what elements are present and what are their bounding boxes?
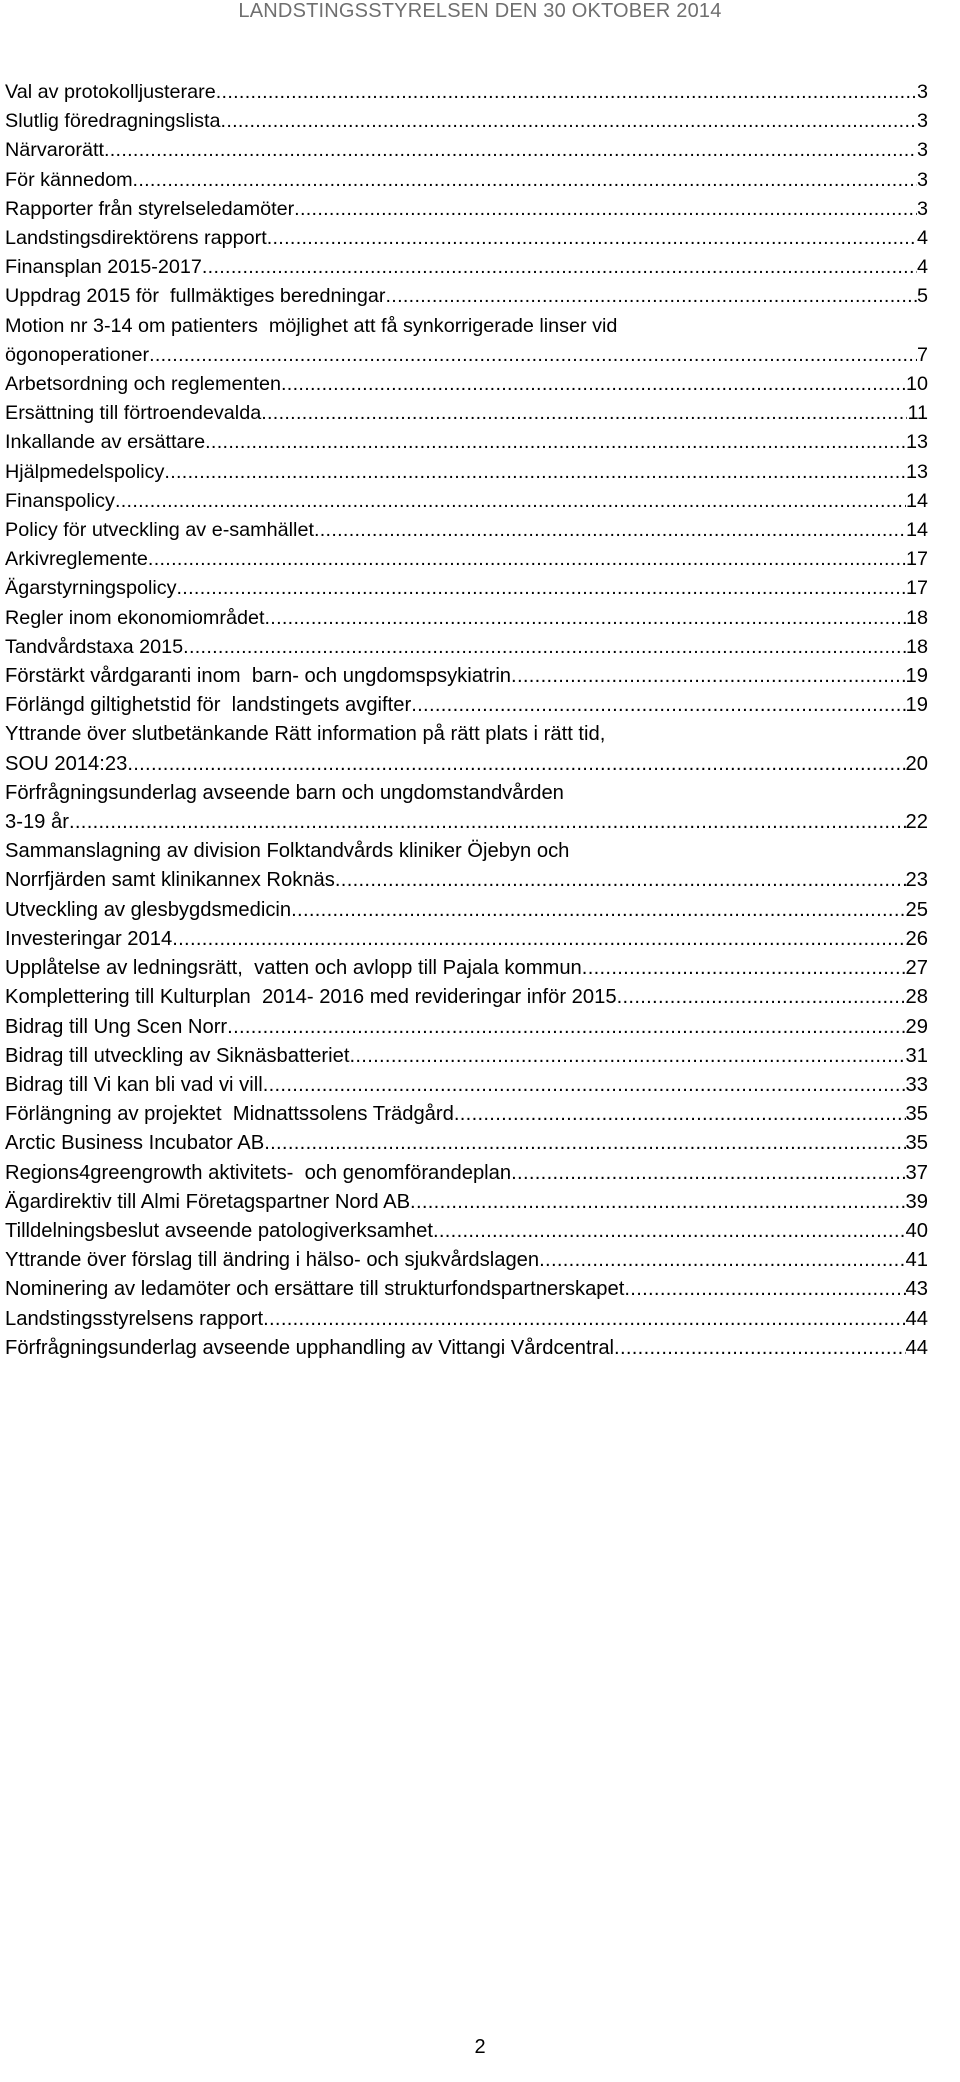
- toc-entry-title-first-line: Förfrågningsunderlag avseende barn och ungdomstandvården: [5, 781, 564, 804]
- toc-dot-leader: [148, 545, 906, 574]
- toc-entry-page: 41: [905, 1249, 928, 1272]
- toc-entry-title: Arbetsordning och reglementen: [5, 373, 282, 396]
- toc-entry[interactable]: [5, 1071, 928, 1100]
- toc-entry-title: ögonoperationer: [5, 343, 150, 366]
- toc-entry-page: 33: [905, 1073, 928, 1096]
- toc-dot-leader: [164, 458, 906, 487]
- toc-dot-leader: [127, 750, 905, 779]
- toc-entry[interactable]: [5, 925, 928, 954]
- toc-entry-page: 35: [905, 1132, 928, 1155]
- toc-entry[interactable]: [5, 574, 928, 603]
- toc-dot-leader: [291, 896, 905, 925]
- toc-entry-title: Landstingsstyrelsens rapport: [5, 1307, 264, 1330]
- toc-entry-page: 28: [905, 986, 928, 1009]
- toc-entry[interactable]: [5, 1129, 928, 1158]
- toc-dot-leader: [614, 1334, 905, 1363]
- toc-entry-title: Förfrågningsunderlag avseende upphandling av Vittangi Vårdcentral: [5, 1336, 615, 1359]
- toc-entry-page: 27: [905, 957, 928, 980]
- toc-entry-page: 7: [916, 343, 928, 366]
- toc-entry[interactable]: [5, 107, 928, 136]
- toc-entry-page: 44: [905, 1336, 928, 1359]
- toc-dot-leader: [294, 195, 917, 224]
- page-header: LANDSTINGSSTYRELSEN DEN 30 OKTOBER 2014: [238, 0, 722, 22]
- toc-dot-leader: [454, 1100, 906, 1129]
- toc-entry-page: 3: [916, 110, 928, 133]
- toc-dot-leader: [205, 428, 906, 457]
- toc-entry-page: 3: [916, 139, 928, 162]
- toc-entry-page: 40: [905, 1219, 928, 1242]
- toc-entry-title: Nominering av ledamöter och ersättare till strukturfondspartnerskapet: [5, 1278, 625, 1301]
- toc-dot-leader: [624, 1275, 905, 1304]
- toc-entry-title: Ersättning till förtroendevalda: [5, 402, 262, 425]
- toc-entry[interactable]: [5, 370, 928, 399]
- toc-entry-title: 3-19 år: [5, 811, 69, 834]
- toc-entry-title: Finansplan 2015-2017: [5, 256, 202, 279]
- toc-entry-page: 14: [905, 519, 928, 542]
- toc-entry-title-first-line: Sammanslagning av division Folktandvårds kliniker Öjebyn och: [5, 840, 570, 863]
- toc-entry-page: 14: [905, 489, 928, 512]
- toc-entry[interactable]: [5, 837, 928, 895]
- toc-entry-page: 10: [905, 373, 928, 396]
- toc-entry[interactable]: [5, 896, 928, 925]
- toc-entry-title: Arkivreglemente: [5, 548, 148, 571]
- toc-dot-leader: [511, 1159, 905, 1188]
- toc-dot-leader: [263, 1305, 905, 1334]
- toc-entry-page: 18: [905, 606, 928, 629]
- toc-entry-title: Regions4greengrowth aktivitets- och genomförandeplan: [5, 1161, 512, 1184]
- toc-dot-leader: [314, 516, 906, 545]
- toc-entry-title: Tandvårdstaxa 2015: [5, 635, 184, 658]
- page-number: 2: [474, 2036, 486, 2058]
- toc-entry[interactable]: [5, 691, 928, 720]
- toc-dot-leader: [410, 1188, 906, 1217]
- toc-entry[interactable]: [5, 224, 928, 253]
- toc-entry-page: 3: [916, 197, 928, 220]
- toc-entry-title: Rapporter från styrelseledamöter: [5, 197, 295, 220]
- toc-entry-title: Bidrag till Ung Scen Norr: [5, 1015, 228, 1038]
- toc-dot-leader: [511, 662, 906, 691]
- toc-entry[interactable]: [5, 253, 928, 282]
- table-of-contents: [5, 78, 928, 1363]
- toc-entry-title: För kännedom: [5, 168, 133, 191]
- toc-entry-page: 17: [905, 577, 928, 600]
- toc-entry-page: 35: [905, 1103, 928, 1126]
- toc-entry[interactable]: [5, 545, 928, 574]
- toc-entry[interactable]: [5, 1305, 928, 1334]
- toc-dot-leader: [104, 136, 917, 165]
- toc-entry-page: 43: [905, 1278, 928, 1301]
- toc-dot-leader: [335, 866, 906, 895]
- toc-entry[interactable]: [5, 779, 928, 837]
- toc-entry-title: Yttrande över förslag till ändring i hälso- och sjukvårdslagen: [5, 1249, 540, 1272]
- toc-entry-page: 5: [916, 285, 928, 308]
- toc-entry-title: Regler inom ekonomiområdet: [5, 606, 265, 629]
- toc-entry-title: Ägardirektiv till Almi Företagspartner Nord AB: [5, 1190, 411, 1213]
- toc-entry[interactable]: [5, 1100, 928, 1129]
- toc-dot-leader: [133, 166, 917, 195]
- toc-entry[interactable]: [5, 1275, 928, 1304]
- toc-entry[interactable]: [5, 1217, 928, 1246]
- toc-entry[interactable]: [5, 516, 928, 545]
- toc-entry[interactable]: [5, 136, 928, 165]
- toc-entry[interactable]: [5, 1159, 928, 1188]
- toc-dot-leader: [263, 1071, 906, 1100]
- toc-dot-leader: [582, 954, 906, 983]
- toc-entry-page: 44: [905, 1307, 928, 1330]
- toc-entry-title: Policy för utveckling av e-samhället: [5, 519, 314, 542]
- toc-dot-leader: [149, 341, 917, 370]
- toc-entry-page: 13: [905, 460, 928, 483]
- toc-entry-title-first-line: Yttrande över slutbetänkande Rätt information på rätt plats i rätt tid,: [5, 723, 606, 746]
- toc-entry[interactable]: [5, 282, 928, 311]
- toc-entry[interactable]: [5, 954, 928, 983]
- toc-dot-leader: [216, 78, 917, 107]
- toc-entry-page: 17: [905, 548, 928, 571]
- toc-entry[interactable]: [5, 633, 928, 662]
- toc-entry-title: Inkallande av ersättare: [5, 431, 206, 454]
- toc-entry-title: Ägarstyrningspolicy: [5, 577, 177, 600]
- toc-dot-leader: [261, 399, 907, 428]
- toc-entry-page: 19: [905, 665, 928, 688]
- toc-dot-leader: [264, 604, 906, 633]
- toc-entry-page: 4: [916, 256, 928, 279]
- toc-dot-leader: [115, 487, 906, 516]
- toc-entry[interactable]: [5, 1246, 928, 1275]
- toc-entry-title: Bidrag till Vi kan bli vad vi vill: [5, 1073, 263, 1096]
- toc-entry-page: 11: [907, 402, 928, 425]
- toc-entry-title: Tilldelningsbeslut avseende patologiverksamhet: [5, 1219, 433, 1242]
- toc-dot-leader: [264, 1129, 905, 1158]
- toc-dot-leader: [411, 691, 905, 720]
- toc-entry[interactable]: [5, 604, 928, 633]
- toc-entry-title: Arctic Business Incubator AB: [5, 1132, 265, 1155]
- toc-dot-leader: [617, 983, 906, 1012]
- toc-entry[interactable]: [5, 195, 928, 224]
- toc-entry-title: Förlängd giltighetstid för landstingets avgifter: [5, 694, 412, 717]
- toc-dot-leader: [183, 633, 906, 662]
- toc-entry-title: Närvarorätt: [5, 139, 104, 162]
- toc-entry[interactable]: [5, 720, 928, 778]
- toc-entry[interactable]: [5, 983, 928, 1012]
- toc-entry-page: 22: [905, 811, 928, 834]
- toc-entry-page: 18: [905, 635, 928, 658]
- toc-entry-page: 23: [905, 869, 928, 892]
- toc-entry[interactable]: [5, 1013, 928, 1042]
- toc-entry-page: 26: [905, 927, 928, 950]
- toc-entry-title: Slutlig föredragningslista: [5, 110, 221, 133]
- toc-dot-leader: [539, 1246, 905, 1275]
- toc-entry[interactable]: [5, 487, 928, 516]
- toc-entry-title: Bidrag till utveckling av Siknäsbatteriet: [5, 1044, 350, 1067]
- toc-entry-page: 4: [916, 227, 928, 250]
- toc-dot-leader: [267, 224, 917, 253]
- toc-entry[interactable]: [5, 1042, 928, 1071]
- toc-entry-page: 31: [905, 1044, 928, 1067]
- toc-entry[interactable]: [5, 1188, 928, 1217]
- toc-dot-leader: [69, 808, 906, 837]
- toc-entry-title: Förlängning av projektet Midnattssolens Trädgård: [5, 1103, 454, 1126]
- toc-dot-leader: [433, 1217, 906, 1246]
- toc-entry-page: 3: [916, 168, 928, 191]
- toc-entry[interactable]: [5, 662, 928, 691]
- toc-entry[interactable]: [5, 166, 928, 195]
- toc-entry[interactable]: [5, 428, 928, 457]
- toc-dot-leader: [349, 1042, 905, 1071]
- toc-entry[interactable]: [5, 458, 928, 487]
- toc-dot-leader: [385, 282, 917, 311]
- toc-entry[interactable]: [5, 399, 928, 428]
- toc-entry-title: Finanspolicy: [5, 489, 115, 512]
- toc-entry-page: 25: [905, 898, 928, 921]
- toc-entry-page: 3: [916, 81, 928, 103]
- toc-entry[interactable]: [5, 312, 928, 370]
- toc-entry-title: Utveckling av glesbygdsmedicin: [5, 898, 292, 921]
- toc-dot-leader: [172, 925, 905, 954]
- toc-entry-title: Upplåtelse av ledningsrätt, vatten och avlopp till Pajala kommun: [5, 957, 582, 980]
- toc-dot-leader: [227, 1013, 905, 1042]
- toc-entry-title: Landstingsdirektörens rapport: [5, 227, 267, 250]
- toc-entry-title: Uppdrag 2015 för fullmäktiges beredningar: [5, 285, 386, 308]
- toc-entry-title: Investeringar 2014: [5, 927, 173, 950]
- toc-entry-title: Förstärkt vårdgaranti inom barn- och ungdomspsykiatrin: [5, 665, 512, 688]
- toc-entry-page: 29: [905, 1015, 928, 1038]
- toc-dot-leader: [202, 253, 917, 282]
- toc-entry[interactable]: [5, 1334, 928, 1363]
- toc-entry-title-first-line: Motion nr 3-14 om patienters möjlighet att få synkorrigerade linser vid: [5, 314, 618, 337]
- toc-entry-title: Komplettering till Kulturplan 2014- 2016 med revideringar inför 2015: [5, 986, 617, 1009]
- toc-entry-title: SOU 2014:23: [5, 752, 128, 775]
- toc-dot-leader: [221, 107, 917, 136]
- toc-entry-page: 20: [905, 752, 928, 775]
- toc-entry-title: Val av protokolljusterare: [5, 81, 216, 103]
- toc-entry[interactable]: [5, 78, 928, 107]
- toc-dot-leader: [177, 574, 906, 603]
- toc-entry-page: 13: [905, 431, 928, 454]
- toc-entry-page: 39: [905, 1190, 928, 1213]
- toc-entry-page: 37: [905, 1161, 928, 1184]
- toc-dot-leader: [281, 370, 906, 399]
- toc-entry-title: Hjälpmedelspolicy: [5, 460, 165, 483]
- toc-entry-page: 19: [905, 694, 928, 717]
- toc-entry-title: Norrfjärden samt klinikannex Roknäs: [5, 869, 335, 892]
